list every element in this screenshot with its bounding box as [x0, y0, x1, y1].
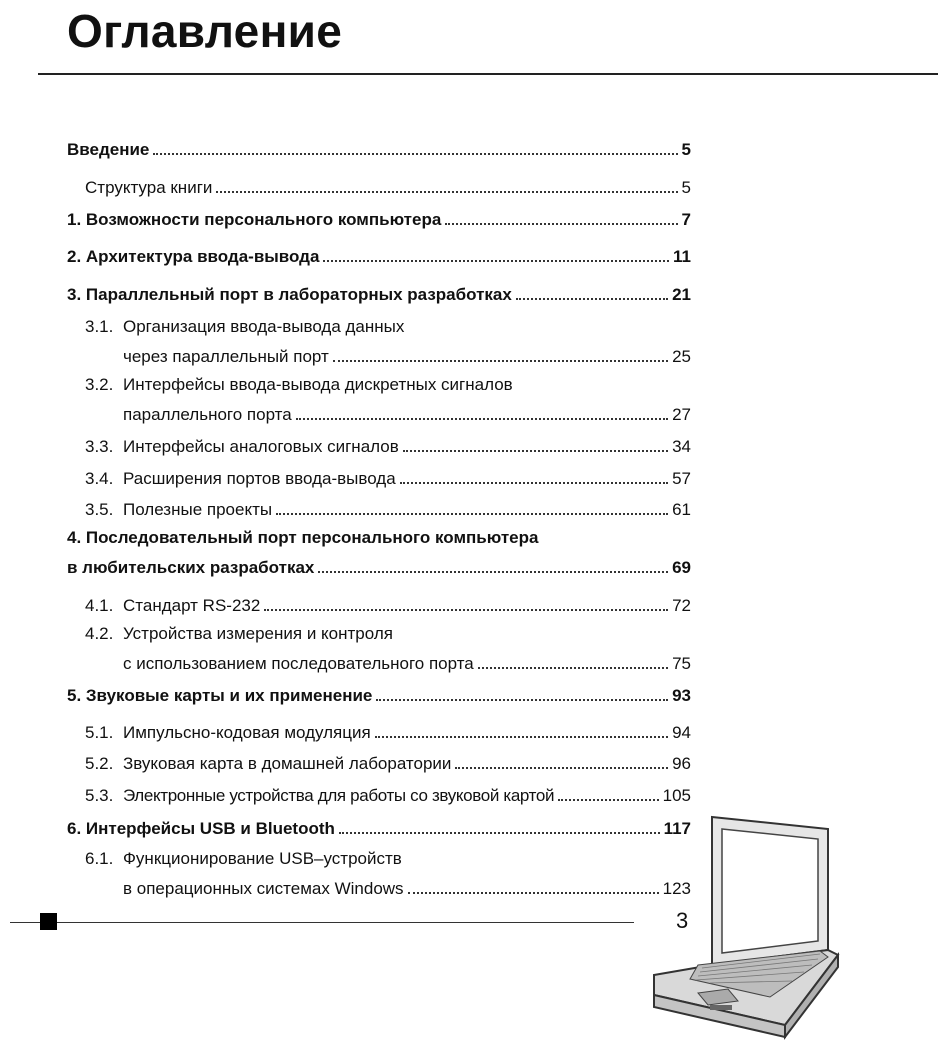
toc-entry-title: параллельного порта — [123, 405, 292, 424]
toc-entry-number: 3.2. — [85, 375, 114, 394]
toc-entry-chapter-6 — [67, 812, 691, 842]
toc-entry-number: 4.1. — [85, 596, 114, 615]
toc-entry-title: 6. Интерфейсы USB и Bluetooth — [67, 819, 335, 838]
toc-entry-chapter-3 — [67, 278, 691, 308]
leader-dots — [400, 462, 668, 484]
leader-dots — [558, 779, 658, 801]
toc-entry-number: 3.5. — [85, 500, 114, 519]
toc-entry-5-3 — [67, 779, 691, 809]
toc-entry-structure — [67, 171, 691, 201]
toc-entry-title: с использованием последовательного порта — [123, 654, 474, 673]
leader-dots — [478, 647, 668, 669]
toc-entry-title: 3. Параллельный порт в лабораторных разработках — [67, 285, 512, 304]
toc-entry-title-line1: Интерфейсы ввода-вывода дискретных сигналов — [123, 375, 513, 394]
toc-entry-4-1 — [67, 589, 691, 619]
leader-dots — [455, 747, 668, 769]
toc-entry-title-line1: Функционирование USB–устройств — [123, 849, 402, 868]
leader-dots — [445, 203, 677, 225]
toc-page-number: 11 — [673, 247, 691, 266]
leader-dots — [323, 240, 669, 262]
toc-page-number: 5 — [681, 140, 691, 159]
toc-entry-3-4 — [67, 462, 691, 492]
toc-page-number: 7 — [681, 210, 691, 229]
leader-dots — [264, 589, 668, 611]
toc-page-number: 72 — [672, 596, 691, 615]
toc-entry-number: 3.4. — [85, 469, 114, 488]
toc-entry-5-2 — [67, 747, 691, 777]
toc-page-number: 123 — [662, 879, 691, 898]
toc-entry-3-1 — [67, 314, 691, 370]
toc-page-number: 75 — [672, 654, 691, 673]
toc-entry-number: 6.1. — [85, 849, 114, 868]
laptop-screen — [722, 829, 818, 953]
toc-entry-title: Полезные проекты — [123, 500, 273, 519]
toc-entry-title: Введение — [67, 140, 150, 159]
toc-entry-6-1 — [67, 846, 691, 902]
toc-entry-number: 3.1. — [85, 317, 114, 336]
toc-entry-chapter-2 — [67, 240, 691, 270]
toc-entry-title: Структура книги — [85, 178, 213, 197]
footer-square-marker — [40, 913, 57, 930]
laptop-port — [710, 1005, 732, 1010]
toc-entry-number: 5.2. — [85, 754, 114, 773]
toc-page-number: 117 — [663, 819, 691, 838]
toc-page-number: 69 — [672, 558, 691, 577]
leader-dots — [216, 171, 677, 193]
toc-entry-title: Импульсно-кодовая модуляция — [123, 723, 371, 742]
toc-page-number: 96 — [672, 754, 691, 773]
toc-page-number: 105 — [662, 786, 691, 805]
toc-entry-title: в любительских разработках — [67, 558, 315, 577]
leader-dots — [376, 679, 668, 701]
toc-entry-title: 1. Возможности персонального компьютера — [67, 210, 442, 229]
toc-entry-introduction — [67, 133, 691, 163]
toc-entry-title: 5. Звуковые карты и их применение — [67, 686, 373, 705]
toc-entry-title: через параллельный порт — [123, 347, 329, 366]
toc-entry-title: в операционных системах Windows — [123, 879, 404, 898]
toc-entry-title: Стандарт RS-232 — [123, 596, 261, 615]
leader-dots — [318, 551, 668, 573]
toc-entry-title-line1: Организация ввода-вывода данных — [123, 317, 405, 336]
leader-dots — [339, 812, 660, 834]
toc-page-number: 61 — [672, 500, 691, 519]
toc-entry-number: 5.3. — [85, 786, 114, 805]
toc-page-number: 34 — [672, 437, 691, 456]
toc-page-number: 57 — [672, 469, 691, 488]
toc-entry-title: Интерфейсы аналоговых сигналов — [123, 437, 399, 456]
leader-dots — [276, 493, 668, 515]
leader-dots — [153, 133, 677, 155]
page-number: 3 — [676, 908, 689, 933]
leader-dots — [333, 340, 668, 362]
toc-page-number: 93 — [672, 686, 691, 705]
leader-dots — [408, 872, 659, 894]
footer-rule — [10, 922, 634, 923]
toc-entry-number: 3.3. — [85, 437, 114, 456]
toc-entry-title-line1: 4. Последовательный порт персонального компьютера — [67, 528, 539, 547]
toc-page-number: 25 — [672, 347, 691, 366]
toc-entry-3-3 — [67, 430, 691, 460]
toc-entry-3-5 — [67, 493, 691, 523]
leader-dots — [403, 430, 668, 452]
laptop-illustration — [650, 815, 940, 1040]
leader-dots — [296, 398, 668, 420]
toc-page-number: 94 — [672, 723, 691, 742]
title-rule — [38, 73, 938, 75]
toc-entry-chapter-4 — [67, 525, 691, 581]
toc-entry-chapter-5 — [67, 679, 691, 709]
toc-entry-number: 4.2. — [85, 624, 114, 643]
toc-entry-title: Электронные устройства для работы со звуковой картой — [123, 786, 555, 805]
toc-entry-title: Расширения портов ввода-вывода — [123, 469, 396, 488]
toc-entry-title-line1: Устройства измерения и контроля — [123, 624, 393, 643]
toc-entry-number: 5.1. — [85, 723, 114, 742]
toc-entry-title: 2. Архитектура ввода-вывода — [67, 247, 320, 266]
toc-page-number: 5 — [681, 178, 691, 197]
toc-page-number: 27 — [672, 405, 691, 424]
toc-entry-4-2 — [67, 621, 691, 677]
leader-dots — [375, 716, 668, 738]
toc-entry-5-1 — [67, 716, 691, 746]
page-title: Оглавление — [67, 5, 343, 57]
toc-entry-chapter-1 — [67, 203, 691, 233]
toc-entry-title: Звуковая карта в домашней лаборатории — [123, 754, 452, 773]
leader-dots — [516, 278, 668, 300]
toc-entry-3-2 — [67, 372, 691, 428]
toc-page-number: 21 — [672, 285, 691, 304]
